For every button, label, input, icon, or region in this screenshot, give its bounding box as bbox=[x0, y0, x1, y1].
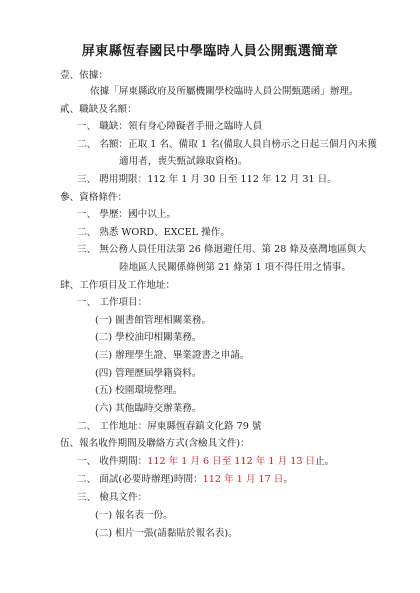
section-4-item-1: 一、 工作項目： bbox=[77, 297, 148, 308]
section-3-item-1: 一、 學歷：國中以上。 bbox=[77, 209, 176, 220]
document-title: 屏東縣恆春國民中學臨時人員公開甄選簡章 bbox=[81, 44, 339, 59]
section-4-sub-5: (五) 校園環境整理。 bbox=[95, 385, 183, 396]
application-period-value: 112 年 1 月 6 日至 112 年 1 月 13 日 bbox=[147, 456, 316, 467]
section-4-sub-6: (六) 其他臨時交辦業務。 bbox=[95, 403, 202, 414]
section-4-item-2: 二、 工作地址：屏東縣恆春鎮文化路 79 號 bbox=[77, 421, 262, 432]
interview-date-value: 112 年 1 月 17 日 bbox=[202, 474, 284, 485]
section-3-item-3: 三、 無公務人員任用法第 26 條迴避任用、第 28 條及臺灣地區與大 bbox=[77, 244, 367, 255]
section-3-item-3-cont: 陸地區人民關係條例第 21 條第 1 項不得任用之情事。 bbox=[119, 262, 351, 273]
section-4-sub-3: (三) 辦理學生證、畢業證書之申請。 bbox=[95, 350, 250, 361]
section-5-sub-2: (二) 相片一張(請黏貼於報名表)。 bbox=[95, 528, 238, 539]
section-5-item-2-suffix: 。 bbox=[283, 474, 293, 485]
section-4-sub-2: (二) 學校油印相關業務。 bbox=[95, 332, 202, 343]
section-5-sub-1: (一) 報名表一份。 bbox=[95, 510, 173, 521]
section-5-item-1 bbox=[77, 456, 334, 468]
section-4-heading: 肆、工作項目及工作地址： bbox=[60, 280, 176, 291]
section-5-item-2-label: 二、 面試(必要時辦理)時間： bbox=[77, 474, 203, 485]
section-2-heading: 貳、職缺及名額： bbox=[60, 104, 137, 115]
section-5-heading: 伍、報名收件期間及聯絡方式(含檢具文件)： bbox=[60, 438, 250, 449]
section-5-item-2 bbox=[77, 474, 293, 486]
section-2-item-3: 三、 聘用期限：112 年 1 月 30 日至 112 年 12 月 31 日。 bbox=[77, 174, 337, 185]
section-1-text: 依據「屏東縣政府及所屬機關學校臨時人員公開甄選函」辦理。 bbox=[90, 86, 359, 97]
section-1-heading: 壹、依據： bbox=[60, 70, 108, 81]
section-4-sub-4: (四) 管理歷屆學籍資料。 bbox=[95, 368, 202, 379]
section-5-item-1-label: 一、 收件期間： bbox=[77, 456, 148, 467]
section-2-item-1: 一、 職缺：領有身心障礙者手冊之臨時人員 bbox=[77, 121, 263, 132]
section-4-sub-1: (一) 圖書館管理相關業務。 bbox=[95, 315, 212, 326]
section-2-item-2: 二、 名額：正取 1 名、備取 1 名(備取人員自榜示之日起三個月內未獲 bbox=[77, 139, 377, 150]
section-3-item-2: 二、 熟悉 WORD、EXCEL 操作。 bbox=[77, 227, 230, 238]
section-5-item-3: 三、 檢具文件： bbox=[77, 492, 148, 503]
section-3-heading: 參、資格條件： bbox=[60, 192, 128, 203]
section-2-item-2-cont: 適用者，喪失甄試錄取資格)。 bbox=[119, 156, 248, 167]
section-5-item-1-suffix: 止。 bbox=[315, 456, 335, 467]
